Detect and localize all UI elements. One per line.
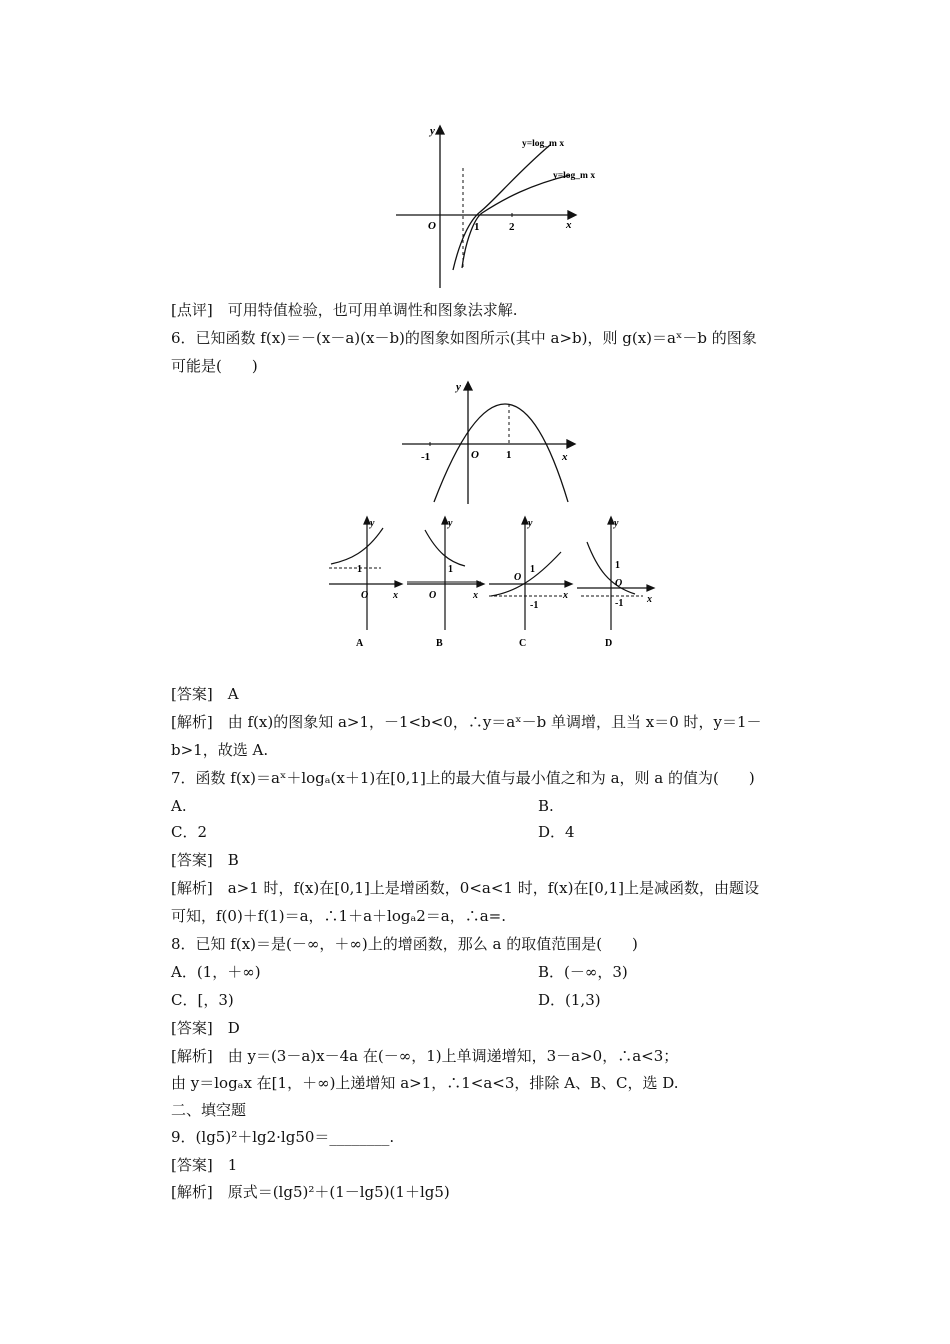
option-graph-d [577,517,654,630]
optA-origin: O [361,590,369,601]
q6-analysis-line2: b>1，故选 A. [171,741,269,759]
y-axis-arrow [436,126,444,134]
q7-analysis-line1: [解析] a>1 时，f(x)在[0,1]上是增函数，0<a<1 时，f(x)在[0,1]上是减函数，由题设 [171,879,760,897]
optC-y: y [528,518,533,529]
optB-x: x [473,590,478,601]
q8-option-b: B．(－∞，3) [538,963,628,981]
fig1-curve1-label: y=log_m x [522,139,565,149]
q6-answer: [答案] A [171,685,239,703]
q9-stem: 9．(lg5)²＋lg2·lg50＝________. [171,1128,395,1146]
figure-parabola [396,378,588,506]
optB-y: y [448,518,453,529]
fig2-x-label: x [562,451,568,463]
fig1-tick-2: 2 [509,221,515,233]
comment-line: [点评] 可用特值检验，也可用单调性和图象法求解. [171,301,518,319]
fig2-origin: O [471,449,479,461]
section-fill-in: 二、填空题 [171,1101,247,1119]
optC-tick2: -1 [530,600,539,611]
fig2-y-label: y [456,381,461,393]
optB-origin: O [429,590,437,601]
fig1-curve2-label: y=log_m x [553,171,596,181]
q7-answer: [答案] B [171,851,239,869]
q7-option-c: C．2 [171,823,208,841]
q6-stem-line2: 可能是( ) [171,357,258,375]
q7-option-b: B. [538,797,554,815]
optC-tick: 1 [530,564,535,575]
q7-option-d: D．4 [538,823,575,841]
fig2-tick-1: 1 [506,449,512,461]
option-graph-a [329,517,402,630]
optA-tick: 1 [357,564,362,575]
curve-log-steep [453,145,550,270]
q8-option-c: C．[，3) [171,991,234,1009]
q8-option-d: D．(1,3) [538,991,601,1009]
optA-y: y [370,518,375,529]
figure-options [325,512,665,656]
q6-stem-line1: 6．已知函数 f(x)＝－(x－a)(x－b)的图象如图所示(其中 a>b)，则 g(x)＝aˣ－b 的图象 [171,329,757,347]
optC-letter: C [519,638,527,649]
fig1-origin: O [428,220,436,232]
x-axis-arrow [567,440,575,448]
optA-x: x [393,590,398,601]
optD-letter: D [605,638,613,649]
figure-log-curves [390,120,596,292]
optD-origin: O [615,578,623,589]
q9-answer: [答案] 1 [171,1156,238,1174]
optB-letter: B [436,638,443,649]
optB-tick: 1 [448,564,453,575]
x-axis-arrow [568,211,576,219]
fig1-y-label: y [430,125,435,137]
option-graph-b [407,517,484,630]
y-axis-arrow [464,382,472,390]
optC-origin: O [514,572,522,583]
fig1-tick-1: 1 [474,221,480,233]
optA-letter: A [356,638,364,649]
q8-analysis-line2: 由 y＝logₐx 在[1，＋∞)上递增知 a>1，∴1<a<3，排除 A、B、C，选 D. [171,1074,679,1092]
optD-tick: 1 [615,560,620,571]
optD-y: y [614,518,619,529]
q8-stem: 8．已知 f(x)＝是(－∞，＋∞)上的增函数，那么 a 的取值范围是( ) [171,935,638,953]
q7-option-a: A. [171,797,187,815]
fig2-tick-neg1: -1 [421,451,431,463]
fig1-x-label: x [566,219,572,231]
q7-stem: 7．函数 f(x)＝aˣ＋logₐ(x＋1)在[0,1]上的最大值与最小值之和为 a，则 a 的值为( ) [171,769,755,787]
optC-x: x [563,590,568,601]
q8-option-a: A．(1，＋∞) [171,963,261,981]
parabola-curve [434,404,568,502]
q8-answer: [答案] D [171,1019,240,1037]
q6-analysis-line1: [解析] 由 f(x)的图象知 a>1，－1<b<0，∴y＝aˣ－b 单调增，且当 x＝0 时，y＝1－ [171,713,762,731]
q8-analysis-line1: [解析] 由 y＝(3－a)x－4a 在(－∞，1)上单调递增知，3－a>0，∴a<3； [171,1047,679,1065]
q7-analysis-line2: 可知，f(0)＋f(1)＝a，∴1＋a＋logₐ2＝a，∴a=. [171,907,507,925]
optD-tick2: -1 [615,598,624,609]
optD-x: x [647,594,652,605]
q9-analysis: [解析] 原式＝(lg5)²＋(1－lg5)(1＋lg5) [171,1183,450,1201]
